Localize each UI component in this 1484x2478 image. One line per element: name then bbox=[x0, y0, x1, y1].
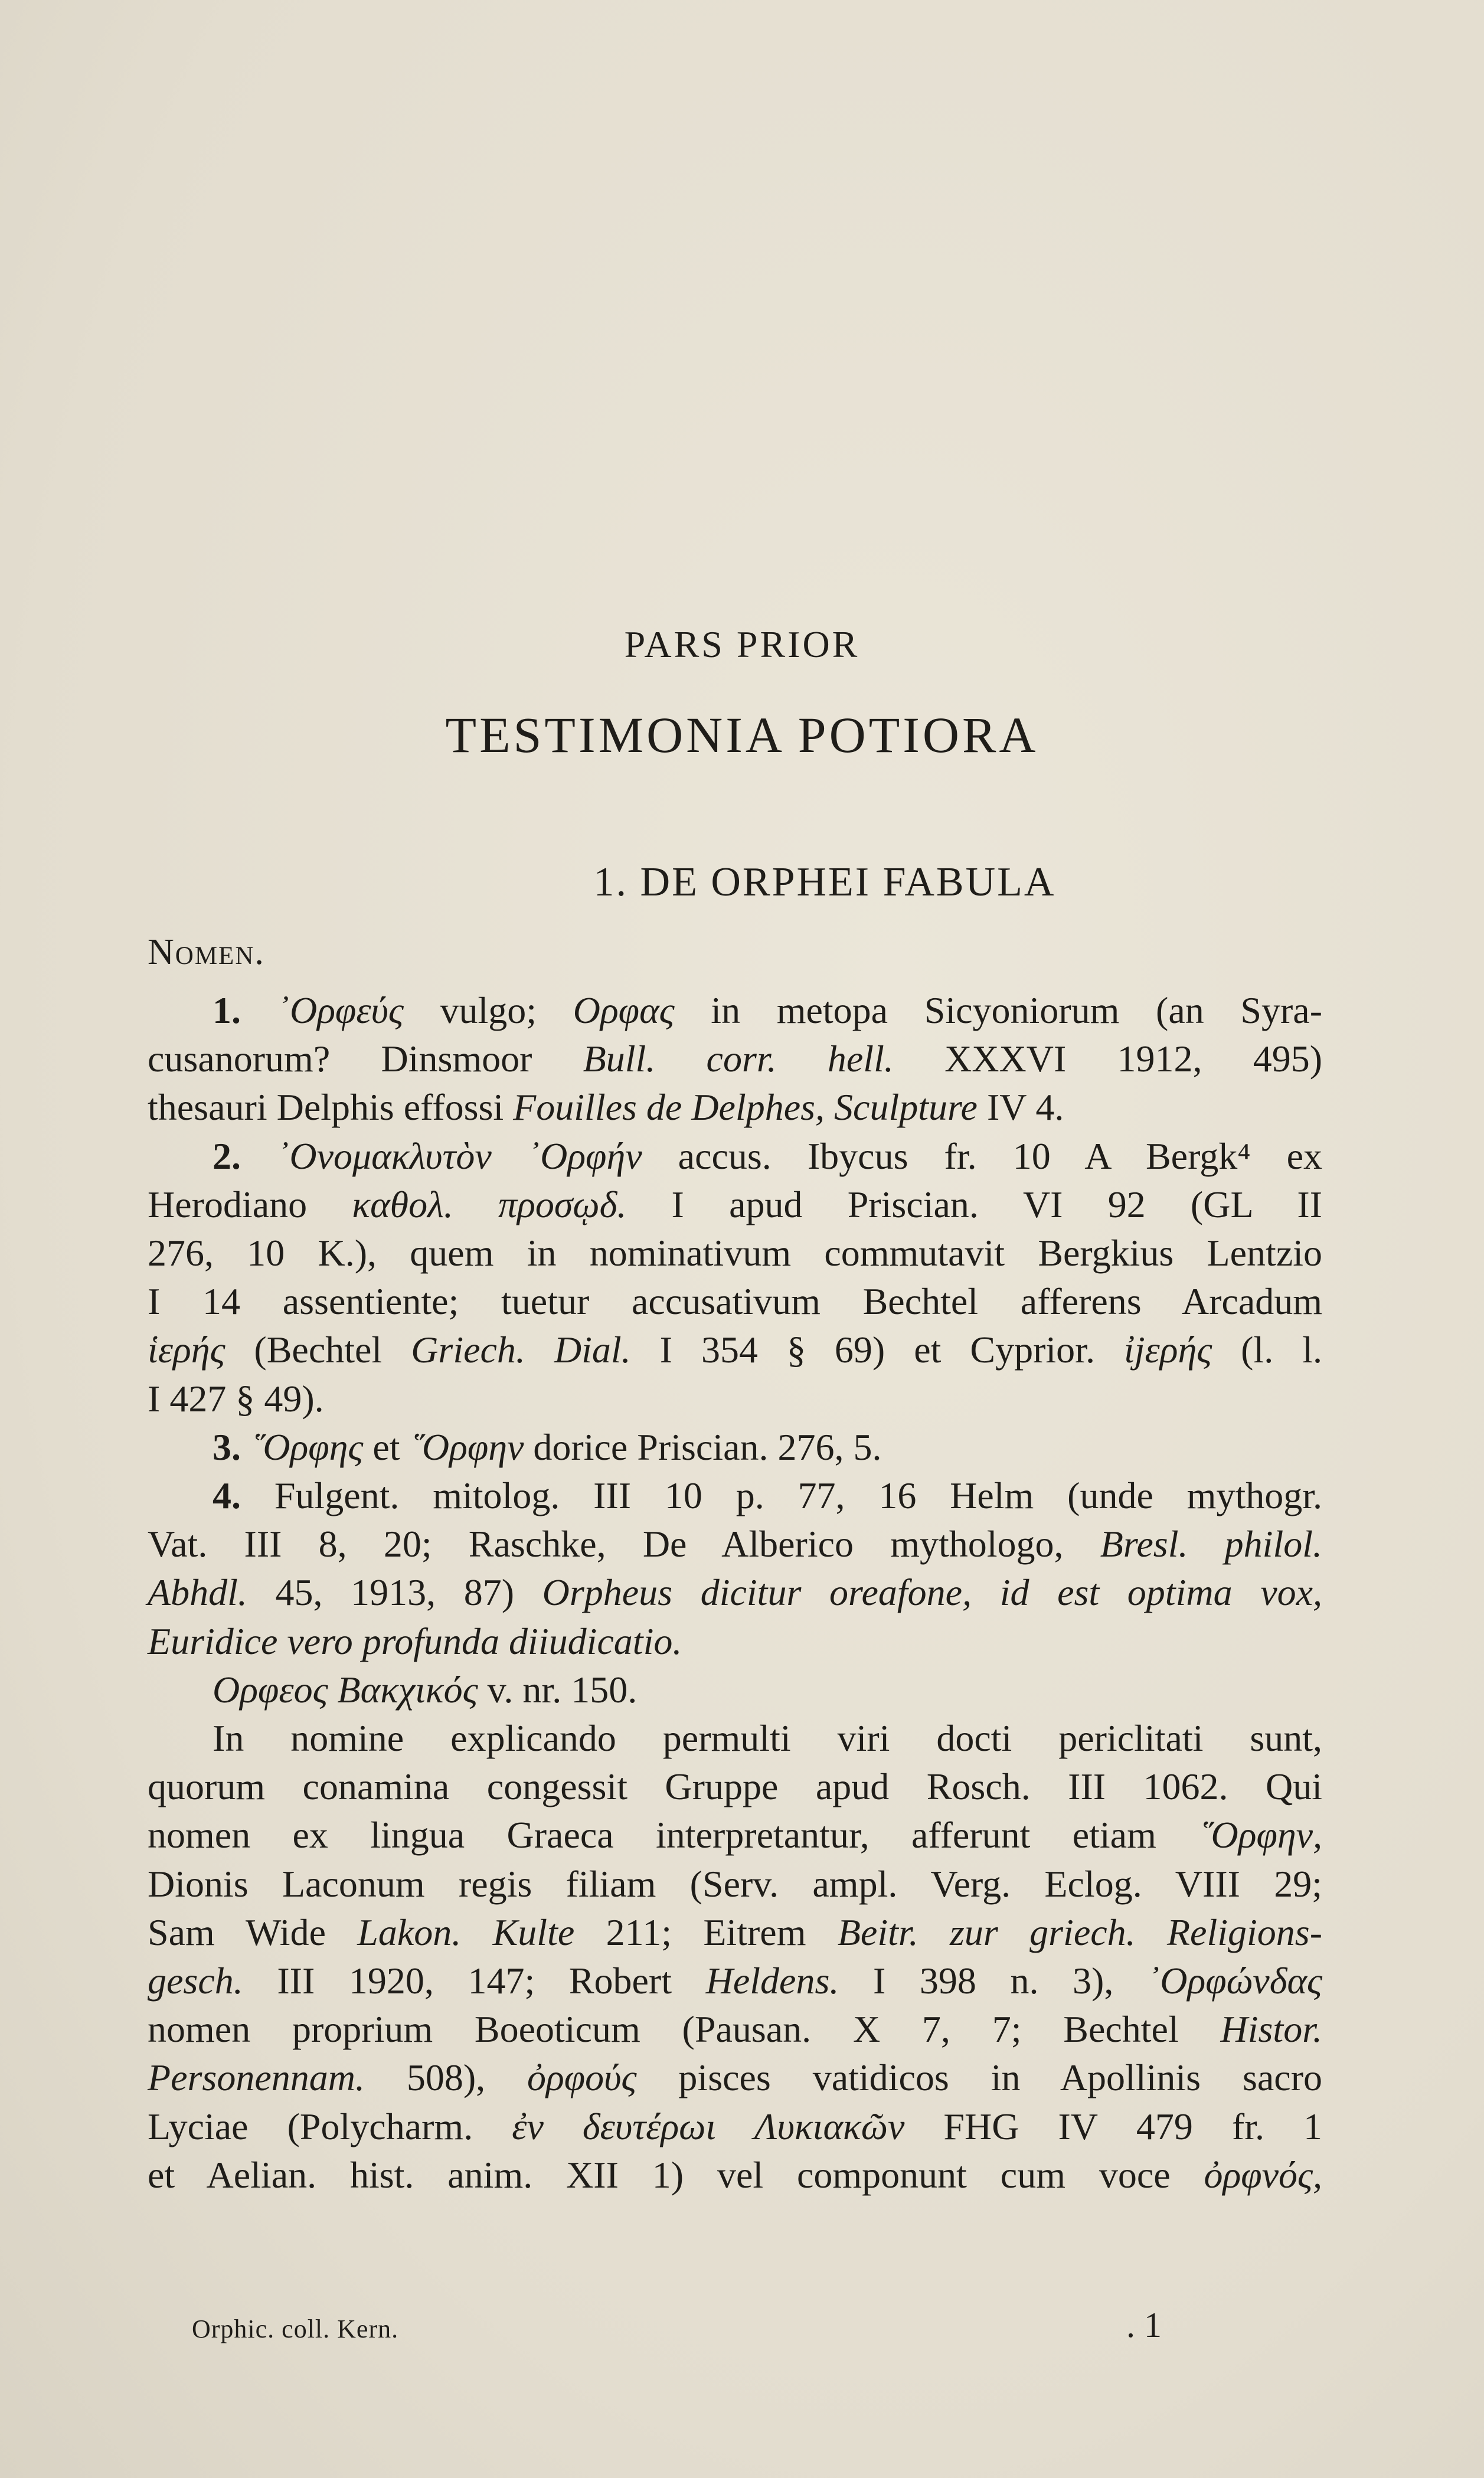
italic-text: Fouilles de Delphes, Sculpture bbox=[513, 1086, 978, 1129]
text-segment: FHG IV 479 fr. 1 bbox=[904, 2105, 1322, 2147]
text-segment: dorice Priscian. 276, 5. bbox=[524, 1426, 882, 1468]
italic-text: Ορφεος Βακχικός bbox=[213, 1668, 478, 1711]
italic-text: ῞Ορφην, bbox=[1198, 1814, 1322, 1856]
text-line bbox=[148, 1375, 1322, 1423]
text-segment: 508), bbox=[364, 2057, 528, 2099]
text-segment: et Aelian. hist. anim. XII 1) vel componunt cum voce bbox=[148, 2153, 1204, 2196]
italic-text: Abhdl. bbox=[148, 1571, 247, 1614]
text-segment bbox=[241, 1426, 250, 1468]
italic-text: Histor. bbox=[1220, 2008, 1322, 2051]
italic-text: καθολ. προσῳδ. bbox=[352, 1183, 627, 1225]
text-line bbox=[148, 1084, 1322, 1131]
text-line bbox=[213, 1133, 1322, 1180]
text-line bbox=[213, 1472, 1322, 1519]
italic-text: Bresl. philol. bbox=[1100, 1523, 1323, 1565]
text-segment: I apud Priscian. VI 92 (GL II bbox=[626, 1183, 1322, 1225]
text-line bbox=[213, 1715, 1322, 1762]
italic-text: ῞Ορφην bbox=[409, 1426, 524, 1468]
text-line bbox=[148, 1763, 1322, 1810]
text-segment: Herodiano bbox=[148, 1183, 352, 1225]
page-number: . 1 bbox=[1126, 2306, 1162, 2345]
text-line bbox=[148, 2103, 1322, 2150]
text-segment: cusanorum? Dinsmoor bbox=[148, 1038, 583, 1080]
italic-text: ᾿Ορφώνδας bbox=[1147, 1960, 1323, 2002]
footer-signature: Orphic. coll. Kern. bbox=[192, 2314, 399, 2343]
text-segment bbox=[241, 1135, 277, 1177]
entry-number: 3. bbox=[213, 1426, 241, 1468]
italic-text: ῞Ορφης bbox=[250, 1426, 364, 1468]
text-line bbox=[148, 2152, 1322, 2199]
text-segment: vulgo; bbox=[403, 989, 573, 1031]
italic-text: ὀρφνός, bbox=[1204, 2153, 1322, 2196]
text-segment: 276, 10 K.), quem in nominativum commutavit Bergkius Lentzio bbox=[148, 1232, 1322, 1274]
italic-text: Personennam. bbox=[148, 2057, 365, 2099]
text-segment: Dionis Laconum regis filiam (Serv. ampl. Verg. Eclog. VIII 29; bbox=[148, 1862, 1322, 1905]
italic-text: Bull. corr. hell. bbox=[583, 1038, 894, 1080]
text-line bbox=[213, 1666, 1322, 1714]
text-line bbox=[148, 1812, 1322, 1859]
page-title: TESTIMONIA POTIORA bbox=[445, 707, 1039, 763]
text-segment: v. nr. 150. bbox=[478, 1668, 638, 1711]
text-segment: Lyciae (Polycharm. bbox=[148, 2105, 512, 2147]
text-segment: (Bechtel bbox=[225, 1329, 411, 1371]
text-line bbox=[148, 1230, 1322, 1277]
entry-number: 4. bbox=[213, 1475, 241, 1516]
italic-text: ᾿Ονομακλυτὸν ᾿Ορφήν bbox=[277, 1135, 642, 1177]
text-line bbox=[213, 987, 1322, 1034]
italic-text: Beitr. zur griech. Religions- bbox=[837, 1911, 1323, 1953]
text-line bbox=[148, 1861, 1322, 1908]
text-segment: 211; Eitrem bbox=[574, 1911, 838, 1953]
italic-text: Lakon. Kulte bbox=[357, 1911, 575, 1953]
text-segment: 45, 1913, 87) bbox=[247, 1571, 542, 1614]
text-segment: nomen proprium Boeoticum (Pausan. X 7, 7; Bechtel bbox=[148, 2008, 1221, 2051]
text-segment: Vat. III 8, 20; Raschke, De Alberico mythologo, bbox=[148, 1523, 1100, 1565]
text-line bbox=[148, 1181, 1322, 1228]
subsection-heading: Nomen. bbox=[148, 932, 265, 972]
text-segment: Fulgent. mitolog. III 10 p. 77, 16 Helm (unde mythogr. bbox=[241, 1475, 1322, 1516]
text-line bbox=[148, 1521, 1322, 1568]
text-segment: III 1920, 147; Robert bbox=[243, 1960, 706, 2002]
text-segment: in metopa Sicyoniorum (an Syra- bbox=[674, 989, 1323, 1031]
italic-text: ἐν δευτέρωι Λυκιακῶν bbox=[512, 2105, 905, 2147]
text-segment: I 427 § 49). bbox=[148, 1377, 324, 1420]
text-segment: (l. l. bbox=[1212, 1329, 1322, 1371]
italic-text: ἰjερής bbox=[1123, 1329, 1212, 1371]
text-segment: accus. Ibycus fr. 10 A Bergk⁴ ex bbox=[642, 1135, 1323, 1177]
italic-text: Griech. Dial. bbox=[411, 1329, 631, 1371]
text-segment: quorum conamina congessit Gruppe apud Rosch. III 1062. Qui bbox=[148, 1766, 1322, 1808]
text-line bbox=[148, 1035, 1322, 1083]
text-segment: XXXVI 1912, 495) bbox=[893, 1038, 1322, 1080]
italic-text: gesch. bbox=[148, 1960, 243, 2002]
italic-text: Heldens. bbox=[705, 1960, 839, 2002]
text-segment: Sam Wide bbox=[148, 1911, 358, 1953]
text-segment: pisces vatidicos in Apollinis sacro bbox=[636, 2057, 1323, 2099]
entry-number: 1. bbox=[213, 989, 241, 1031]
text-segment: I 398 n. 3), bbox=[839, 1960, 1148, 2002]
text-segment bbox=[241, 989, 277, 1031]
italic-text: ἱερής bbox=[148, 1329, 225, 1371]
text-line bbox=[148, 2006, 1322, 2053]
italic-text: ὀρφούς bbox=[527, 2057, 637, 2099]
text-line bbox=[148, 2054, 1322, 2101]
text-segment: thesauri Delphis effossi bbox=[148, 1086, 514, 1129]
pars-heading: PARS PRIOR bbox=[624, 623, 860, 665]
text-segment: nomen ex lingua Graeca interpretantur, afferunt etiam bbox=[148, 1814, 1199, 1856]
text-line bbox=[148, 1326, 1322, 1374]
italic-text: Euridice vero profunda diiudicatio. bbox=[148, 1620, 682, 1662]
italic-text: ᾿Ορφεύς bbox=[277, 989, 404, 1031]
text-segment: et bbox=[363, 1426, 410, 1468]
text-line bbox=[148, 1569, 1322, 1616]
text-line bbox=[148, 1957, 1322, 2005]
entry-number: 2. bbox=[213, 1135, 241, 1177]
text-line bbox=[148, 1909, 1322, 1956]
text-line bbox=[213, 1424, 1322, 1471]
text-segment: IV 4. bbox=[977, 1086, 1064, 1129]
text-segment: I 14 assentiente; tuetur accusativum Bechtel afferens Arcadum bbox=[148, 1280, 1322, 1323]
text-line bbox=[148, 1278, 1322, 1325]
italic-text: Orpheus dicitur oreafone, id est optima vox, bbox=[542, 1571, 1323, 1614]
text-line bbox=[148, 1618, 1322, 1665]
text-segment: In nomine explicando permulti viri docti periclitati sunt, bbox=[213, 1717, 1322, 1759]
italic-text: Ορφας bbox=[573, 989, 675, 1031]
section-heading: 1. DE ORPHEI FABULA bbox=[593, 859, 1056, 905]
text-segment: I 354 § 69) et Cyprior. bbox=[630, 1329, 1124, 1371]
